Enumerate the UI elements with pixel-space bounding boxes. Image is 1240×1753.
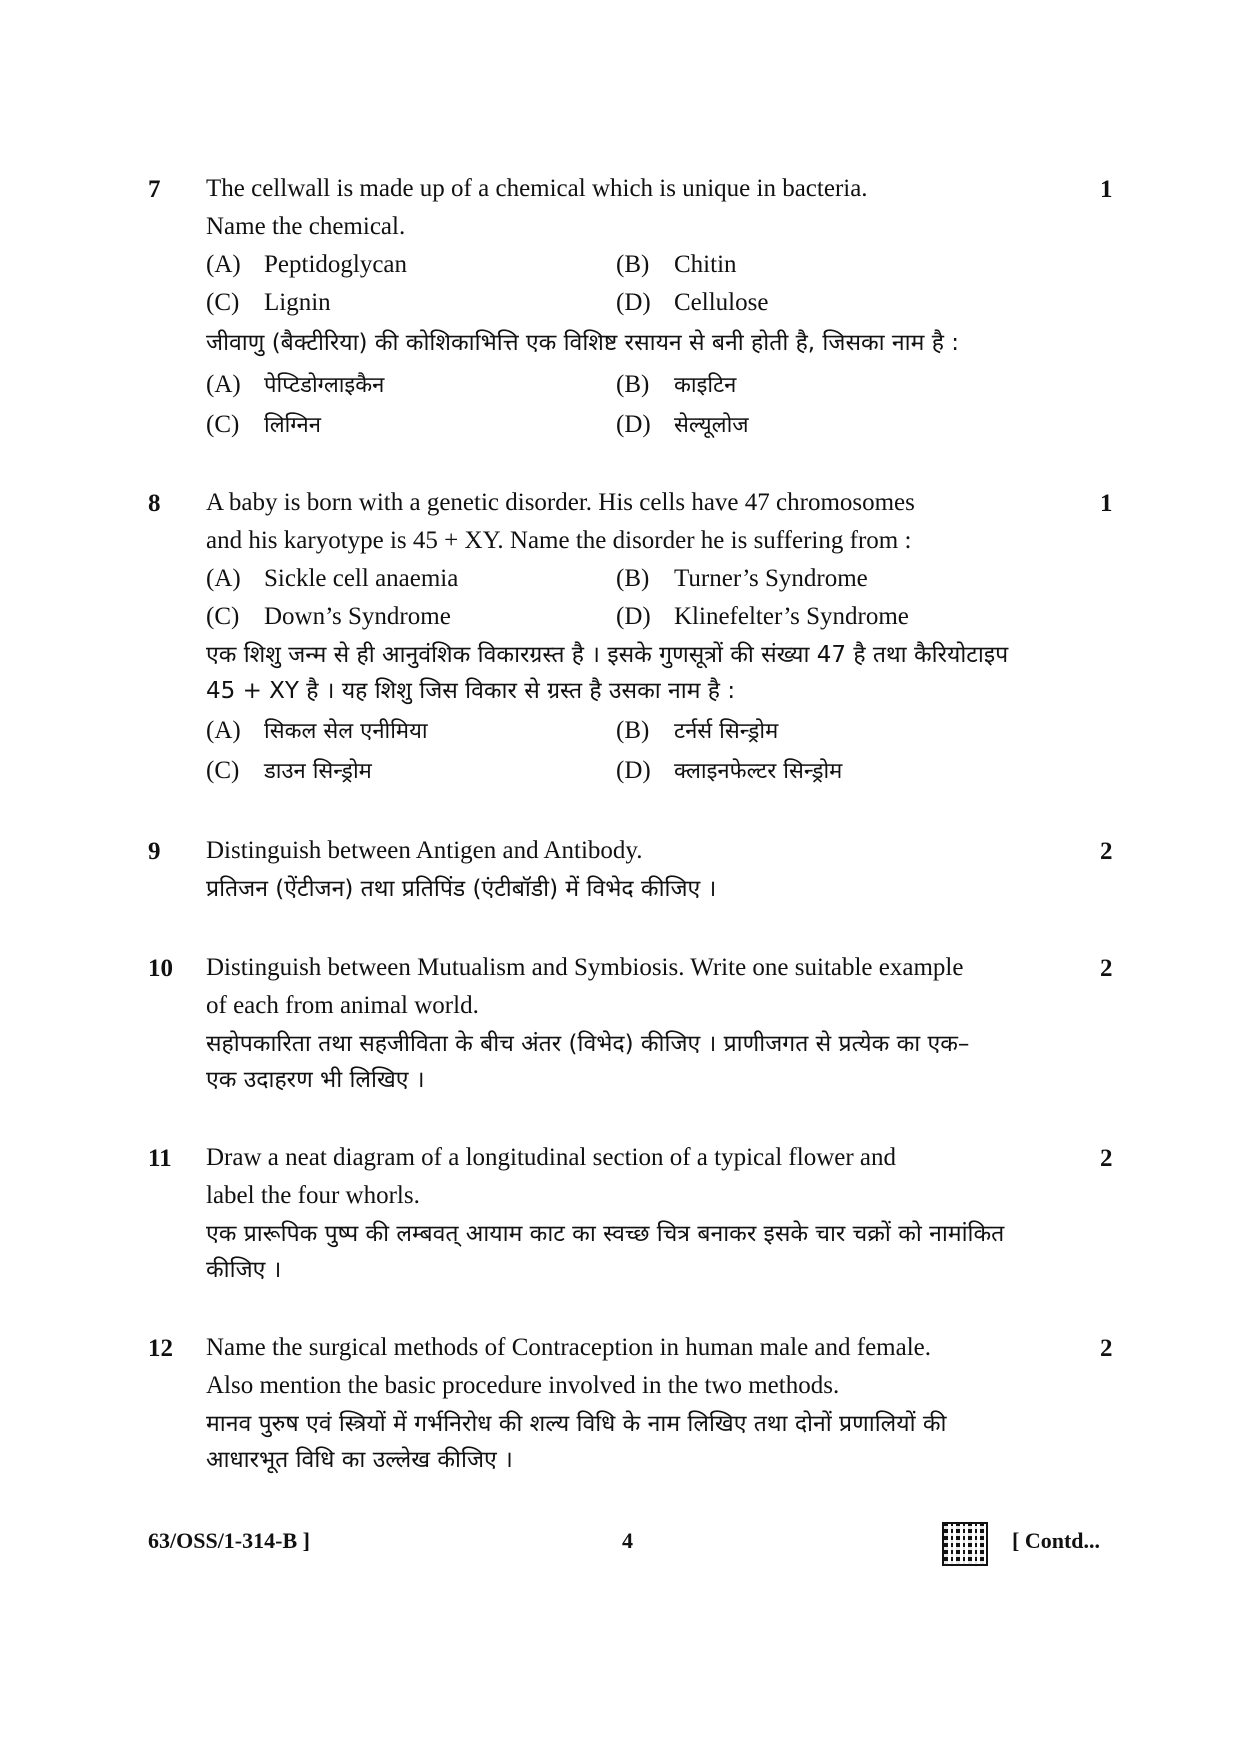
page-number: 4 [622,1528,633,1553]
option-b-en: (B) Chitin [616,251,737,278]
option-a-hi: (A) सिकल सेल एनीमिया [206,717,428,744]
question-text-en: Name the surgical methods of Contraception in human male and female. [206,1334,932,1361]
question-number: 9 [148,838,161,865]
question-marks: 1 [1100,490,1113,517]
question-number: 12 [148,1335,173,1362]
option-c-hi: (C) लिग्निन [206,411,321,438]
question-text-en: and his karyotype is 45 + XY. Name the disorder he is suffering from : [206,527,912,554]
option-a-hi: (A) पेप्टिडोग्लाइकैन [206,371,385,398]
option-d-hi: (D) सेल्यूलोज [616,411,749,438]
question-number: 8 [148,490,161,517]
option-d-en: (D) Klinefelter’s Syndrome [616,603,909,630]
option-b-en: (B) Turner’s Syndrome [616,565,868,592]
option-c-hi: (C) डाउन सिन्ड्रोम [206,757,372,784]
question-text-hi: सहोपकारिता तथा सहजीविता के बीच अंतर (विभेद) कीजिए । प्राणीजगत से प्रत्येक का एक– [206,1031,970,1057]
page-footer [0,1528,1240,1568]
question-marks: 2 [1100,838,1113,865]
question-text-hi: आधारभूत विधि का उल्लेख कीजिए । [206,1447,513,1473]
continued-label: [ Contd... [1012,1528,1101,1553]
question-text-en: Name the chemical. [206,213,406,240]
option-a-en: (A) Peptidoglycan [206,251,408,278]
question-text-en: The cellwall is made up of a chemical which is unique in bacteria. [206,175,868,202]
question-number: 10 [148,955,173,982]
question-text-hi: जीवाणु (बैक्टीरिया) की कोशिकाभित्ति एक विशिष्ट रसायन से बनी होती है, जिसका नाम है : [206,330,959,356]
option-a-en: (A) Sickle cell anaemia [206,565,459,592]
question-number: 11 [148,1145,172,1172]
question-text-hi: कीजिए । [206,1257,282,1283]
option-c-en: (C) Lignin [206,289,331,316]
question-marks: 2 [1100,1145,1113,1172]
question-text-hi: मानव पुरुष एवं स्त्रियों में गर्भनिरोध की शल्य विधि के नाम लिखिए तथा दोनों प्रणालियों की [206,1411,947,1437]
option-d-hi: (D) क्लाइनफेल्टर सिन्ड्रोम [616,757,843,784]
question-text-hi: प्रतिजन (ऐंटीजन) तथा प्रतिपिंड (एंटीबॉडी) में विभेद कीजिए । [206,876,717,902]
question-text-en: of each from animal world. [206,992,479,1019]
question-number: 7 [148,176,161,203]
paper-code: 63/OSS/1-314-B ] [148,1528,310,1553]
question-text-en: Draw a neat diagram of a longitudinal section of a typical flower and [206,1144,897,1171]
question-text-en: label the four whorls. [206,1182,420,1209]
question-text-en: A baby is born with a genetic disorder. His cells have 47 chromosomes [206,489,915,516]
question-marks: 2 [1100,955,1113,982]
question-marks: 2 [1100,1335,1113,1362]
question-text-en: Distinguish between Antigen and Antibody. [206,837,643,864]
question-text-hi: एक प्रारूपिक पुष्प की लम्बवत् आयाम काट का स्वच्छ चित्र बनाकर इसके चार चक्रों को नामांकित [206,1221,1005,1247]
question-text-hi: 45 + XY है । यह शिशु जिस विकार से ग्रस्त है उसका नाम है : [206,678,736,704]
option-c-en: (C) Down’s Syndrome [206,603,451,630]
option-b-hi: (B) टर्नर्स सिन्ड्रोम [616,717,779,744]
question-text-hi: एक उदाहरण भी लिखिए । [206,1067,425,1093]
question-text-en: Also mention the basic procedure involved in the two methods. [206,1372,840,1399]
question-marks: 1 [1100,176,1113,203]
option-d-en: (D) Cellulose [616,289,769,316]
qr-code-icon [942,1522,988,1566]
question-text-en: Distinguish between Mutualism and Symbiosis. Write one suitable example [206,954,964,981]
option-b-hi: (B) काइटिन [616,371,737,398]
question-text-hi: एक शिशु जन्म से ही आनुवंशिक विकारग्रस्त है । इसके गुणसूत्रों की संख्या 47 है तथा कैरियोटाइप [206,642,1009,668]
